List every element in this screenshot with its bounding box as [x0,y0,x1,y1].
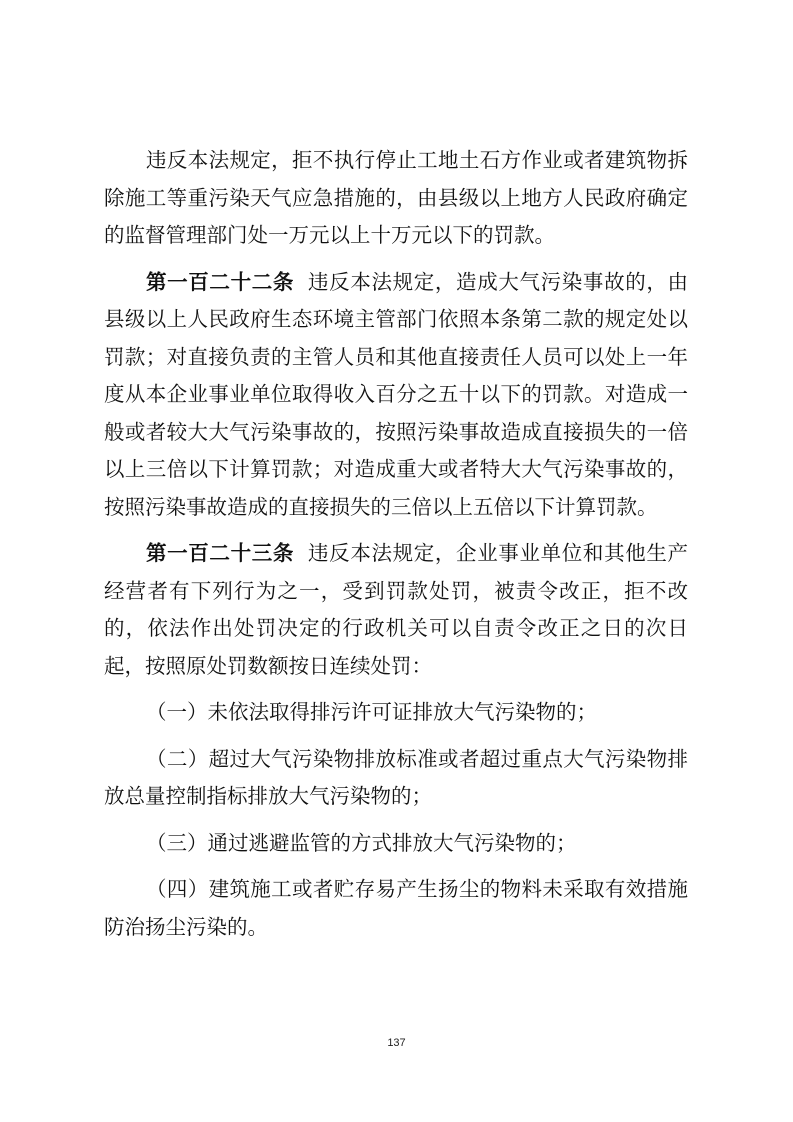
paragraph-text: 违反本法规定，企业事业单位和其他生产经营者有下列行为之一，受到罚款处罚，被责令改正，拒不改的，依法作出处罚决定的行政机关可以自责令改正之日的次日起，按照原处罚数额按日连续处罚： [104,541,689,678]
paragraph [104,535,688,685]
article-number: 第一百二十三条 [146,541,295,565]
paragraph [104,142,688,255]
list-item [104,825,688,863]
list-item [104,741,688,816]
article-number: 第一百二十二条 [146,269,295,294]
paragraph-text: 违反本法规定，造成大气污染事故的，由县级以上人民政府生态环境主管部门依照本条第二款的规定处以罚款；对直接负责的主管人员和其他直接责任人员可以处上一年度从本企业事业单位取得收入百分之五十以下的罚款。对造成一般或者较大大气污染事故的，按照污染事故造成直接损失的一倍以上三倍以下计算罚款；对造成重大或者特大大气污染事故的，按照污染事故造成的直接损失的三倍以上五倍以下计算罚款。 [104,269,689,519]
paragraph-text: （二）超过大气污染物排放标准或者超过重点大气污染物排放总量控制指标排放大气污染物的； [104,746,688,808]
paragraph-text: （三）通过逃避监管的方式排放大气污染物的； [146,830,577,855]
paragraph-text: （一）未依法取得排污许可证排放大气污染物的； [146,700,597,724]
paragraph-text: 违反本法规定，拒不执行停止工地土石方作业或者建筑物拆除施工等重污染天气应急措施的，由县级以上地方人民政府确定的监督管理部门处一万元以上十万元以下的罚款。 [104,148,688,247]
list-item [104,871,688,946]
paragraph-text: （四）建筑施工或者贮存易产生扬尘的物料未采取有效措施防治扬尘污染的。 [104,877,688,939]
list-item [104,694,688,732]
body-text [104,142,688,955]
paragraph [104,264,688,527]
page-number: 137 [387,1037,406,1049]
